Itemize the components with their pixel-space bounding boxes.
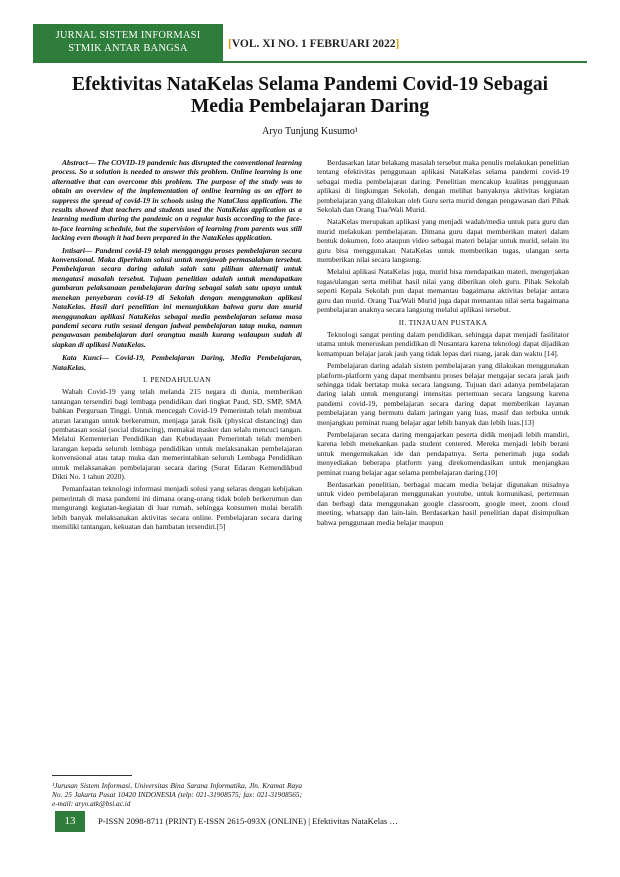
abstract-en: Abstract— The COVID-19 pandemic has disrupted the conventional learning process. So a solution is needed to answer this problem. Online learning is one alternative that can overcome this problem. The purpose of the study was to obtain an overview of the implementation of online learning as an effort to suppress the spread of covid-19 in schools using the NataClass application. The results showed that teachers and students used the NataKelas application as a learning medium during the pandemic on a regular basis according to the face-to-face learning schedule, but the supervision of learning from parents was still lacking even though it had been prepared in the NataKelas application. bbox=[52, 158, 302, 243]
abstract-id: Intisari— Pandemi covid-19 telah mengganggu proses pembelajaran secara konvensional. Maka diperlukan solusi untuk menjawab permasalahan tersebut. Pembelajaran secara daring adalah salah satu pilihan alternatif untuk mengatasi masalah tersebut. Tujuan penelitian adalah untuk mendapatkan gambaran pelaksanaan pembelajaran daring sebagai salah satu upaya untuk menekan penyebaran covid-19 di Sekolah dengan menggunakan aplikasi NataKelas. Hasil dari penelitian ini menunjukkan bahwa guru dan murid menggunakan aplikasi NataKelas sebagai media pembelajaran selama masa pandemi secara rutin sesuai dengan jadwal pembelajaran tatap muka, namun pengawasan pembelajaran dari orangtua masih kurang walaupun sudah di siapkan di aplikasi NataKelas. bbox=[52, 245, 302, 349]
section-heading-2: II. TINJAUAN PUSTAKA bbox=[398, 317, 488, 327]
volume-label: [VOL. XI NO. 1 FEBRUARI 2022] bbox=[228, 38, 400, 50]
keywords: Kata Kunci— Covid-19, Pembelajaran Daring, Media Pembelajaran, NataKelas. bbox=[52, 353, 302, 372]
body-paragraph: Berdasarkan latar belakang masalah tersebut maka penulis melakukan penelitian tentang efektivitas penggunaan aplikasi NataKelas selama pandemi covid-19 sebagai media pembelajaran daring. Penelitian mencakup kualitas penggunaan aplikasi di lingkungan Sekolah, dengan melihat banyaknya aktivitas kegiatan pembelajaran yang dilakukan oleh Guru serta murid dengan pengawasan dari Pihak Sekolah dan Orang Tua/Wali Murid. bbox=[317, 158, 569, 215]
journal-name: JURNAL SISTEM INFORMASI bbox=[55, 30, 201, 41]
page-number: 13 bbox=[55, 811, 85, 832]
body-paragraph: Pembelajaran daring adalah sistem pembelajaran yang dilakukan menggunakan platform-platform yang dapat membantu proses belajar mengajar secara jarak jauh sehingga tidak bertatap muka secara langsung. Tujuan dari adanya pembelajaran daring ialah untuk mengurangi intensitas pertemuan secara langsung karena pandemi covid-19, pembelajaran secara daring dapat memberikan layanan pembelajaran yang bermutu dalam jaringan yang luas, masif dan terbuka untuk menjangkau peminat ruang belajar agar lebih banyak dan lebih luas.[13] bbox=[317, 361, 569, 427]
section-heading-1: I. PENDAHULUAN bbox=[143, 374, 211, 384]
title-line-2: Media Pembelajaran Daring bbox=[190, 96, 430, 117]
author-line: Aryo Tunjung Kusumo¹ bbox=[262, 126, 358, 137]
body-paragraph: Pembelajaran secara daring mengajarkan peserta didik menjadi lebih mandiri, karena lebih menekankan pada student centered. Mereka menjadi lebih berani untuk mengemukakan ide dan pendapatnya. Serta penerimah juga sudah menyediakan beberapa platform yang direkomendasikan untuk menjangkau peminat ruang belajar agar selama pembelajaran daring.[10] bbox=[317, 429, 569, 477]
footer-issn: P-ISSN 2098-8711 (PRINT) E-ISSN 2615-093X (ONLINE) | Efektivitas NataKelas … bbox=[98, 816, 398, 826]
body-paragraph: Berdasarkan penelitian, berbagai macam media belajar digunakan misalnya untuk video pembelajaran menggunakan youtube, untuk komunikasi, pertemuan dan berbagi data menggunakan google classroom, google meet, zoom cloud meeting, whatsapp dan lain-lain. Berdasarkan hasil penelitian dapat disimpulkan bahwa penggunaan media belajar maupun bbox=[317, 480, 569, 527]
header-rule bbox=[33, 61, 587, 63]
body-paragraph: Pemanfaatan teknologi informasi menjadi solusi yang selaras dengan kebijakan pemerintah di masa pandemi ini dimana orang-orang tidak boleh berkerumun dan mengurangi kegiatan-kegiatan di luar rumah, sehingga konsumen mulai beralih lebih banyak melaksanakan aktivitas secara online. Pembelajaran secara daring memiliki tantangan, kekuatan dan hambatan tersendiri.[5] bbox=[52, 484, 302, 532]
paper-title bbox=[30, 74, 590, 118]
body-paragraph: NataKelas merupakan aplikasi yang menjadi wadah/media untuk para guru dan murid melakukan pembelajaran. Dimana guru dapat memberikan materi dalam bentuk dokumen, foto ataupun video sebagai materi belajar untuk murid, selain itu guru bisa menggunakan NataKelas untuk memberikan tugas, ulangan serta memberikan nilai secara langsung. bbox=[317, 217, 569, 265]
body-paragraph: Teknologi sangat penting dalam pendidikan, sehingga dapat menjadi fasilitator utama untuk meneruskan pendidikan di Nusantara karena teknologi dapat dijadikan kemampuan belajar jarak jauh yang tidak lepas dari ruang, jarak dan waktu [14]. bbox=[317, 329, 569, 358]
left-column bbox=[52, 158, 302, 534]
footnote-rule bbox=[52, 775, 132, 776]
author-footnote: ¹Jurusan Sistem Informasi, Universitas Bina Sarana Informatika, Jln. Kramat Raya No. 25 Jakarta Pusat 10420 INDONESIA (telp: 021-3190857​5; fax: 021-31908565; e-mail: aryo.atk@bsi.ac.id bbox=[52, 781, 302, 808]
body-paragraph: Wabah Covid-19 yang telah melanda 215 negara di dunia, memberikan tantangan tersendiri bagi lembaga pendidikan dari tingkat Paud, SD, SMP, SMA bahkan Perguruan Tinggi. Untuk mencegah Covid-19 Pemerintah telah membuat aturan larangan untuk berkerumun, menjaga jarak fisik (physical distancing) dan pembatasan sosial (social distancing), memakai masker dan selalu mencuci tangan. Melalui Kementerian Pendidikan dan Kebudayaan Pemerintah telah memberi larangan kepada seluruh lembaga pendidikan untuk melaksanakan pembelajaran konvensional atau tatap muka dan memerintahkan seluruh Lembaga Pendidikan untuk melaksanakan pembelajaran secara daring (Surat Edaran Kemendikbud Dikti No. 1 tahun 2020). bbox=[52, 387, 302, 481]
body-paragraph: Melalui aplikasi NataKelas juga, murid bisa mendapatkan materi, mengerjakan tugas/ulangan serta melihat hasil nilai yang diberikan oleh guru. Pihak Sekolah seperti Kepala Sekolah pun dapat memantau bagaimana aktivitas belajar antara guru dan murid. Orang Tua/Wali Murid juga dapat memantau nilai serta bagaimana pembelajaran anaknya secara langsung melalui aplikasi tersebut. bbox=[317, 267, 569, 315]
right-column bbox=[317, 158, 569, 530]
title-line-1: Efektivitas NataKelas Selama Pandemi Covid-19 Sebagai bbox=[71, 74, 549, 95]
journal-institution: STMIK ANTAR BANGSA bbox=[68, 43, 188, 54]
volume-text: VOL. XI NO. 1 FEBRUARI 2022 bbox=[231, 38, 396, 50]
journal-badge bbox=[33, 24, 223, 61]
